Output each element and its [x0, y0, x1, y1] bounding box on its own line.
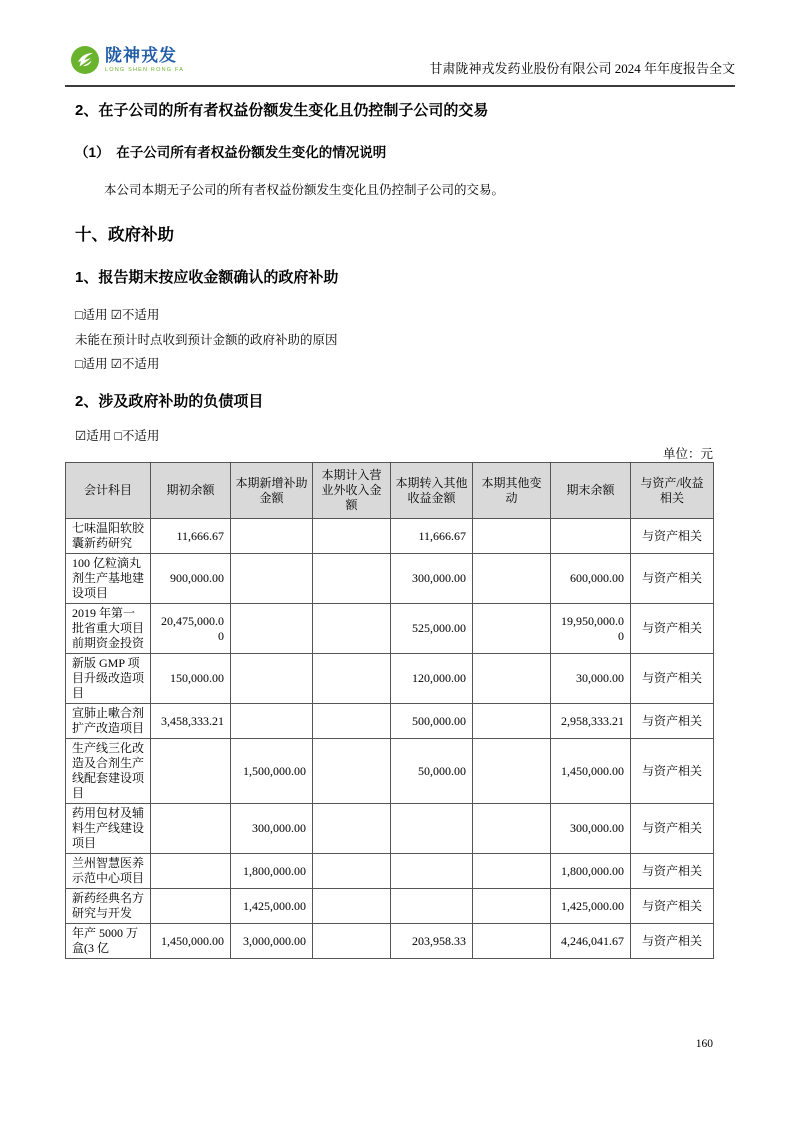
cell-related: 与资产相关 — [631, 804, 714, 854]
cell-otherchg — [473, 804, 551, 854]
col-header-asset-income-related: 与资产/收益相关 — [631, 463, 714, 519]
cell-related: 与资产相关 — [631, 924, 714, 959]
cell-otherincome: 203,958.33 — [391, 924, 473, 959]
header-divider — [65, 85, 735, 87]
table-header-row — [66, 463, 714, 519]
cell-otherincome: 525,000.00 — [391, 604, 473, 654]
table-row — [66, 604, 714, 654]
cell-account: 新药经典名方研究与开发 — [66, 889, 151, 924]
cell-account: 宣肺止嗽合剂扩产改造项目 — [66, 704, 151, 739]
cell-nonop — [313, 704, 391, 739]
cell-new: 1,425,000.00 — [231, 889, 313, 924]
table-row — [66, 924, 714, 959]
cell-otherchg — [473, 519, 551, 554]
cell-new: 1,500,000.00 — [231, 739, 313, 804]
cell-otherchg — [473, 704, 551, 739]
table-row — [66, 554, 714, 604]
cell-nonop — [313, 604, 391, 654]
cell-opening: 900,000.00 — [151, 554, 231, 604]
cell-account: 兰州智慧医养示范中心项目 — [66, 854, 151, 889]
cell-related: 与资产相关 — [631, 704, 714, 739]
report-header-title: 甘肃陇神戎发药业股份有限公司 2024 年年度报告全文 — [429, 61, 735, 76]
cell-otherincome: 11,666.67 — [391, 519, 473, 554]
logo-en-text: LONG SHEN RONG FA — [105, 67, 185, 73]
heading-subsidy-liability: 2、涉及政府补助的负债项目 — [75, 393, 264, 410]
cell-nonop — [313, 554, 391, 604]
heading-equity-change: 2、在子公司的所有者权益份额发生变化且仍控制子公司的交易 — [75, 102, 489, 119]
cell-related: 与资产相关 — [631, 889, 714, 924]
cell-new: 3,000,000.00 — [231, 924, 313, 959]
cell-nonop — [313, 924, 391, 959]
cell-closing: 1,450,000.00 — [551, 739, 631, 804]
cell-related: 与资产相关 — [631, 519, 714, 554]
table-row — [66, 704, 714, 739]
cell-otherchg — [473, 604, 551, 654]
cell-new — [231, 704, 313, 739]
cell-opening: 11,666.67 — [151, 519, 231, 554]
cell-closing: 4,246,041.67 — [551, 924, 631, 959]
heading-equity-change-sub: （1） 在子公司所有者权益份额发生变化的情况说明 — [75, 145, 387, 160]
cell-nonop — [313, 519, 391, 554]
cell-closing: 2,958,333.21 — [551, 704, 631, 739]
cell-opening: 150,000.00 — [151, 654, 231, 704]
col-header-new-subsidy: 本期新增补助金额 — [231, 463, 313, 519]
cell-otherchg — [473, 654, 551, 704]
cell-account: 100 亿粒滴丸剂生产基地建设项目 — [66, 554, 151, 604]
cell-opening — [151, 854, 231, 889]
col-header-other-changes: 本期其他变动 — [473, 463, 551, 519]
cell-new: 1,800,000.00 — [231, 854, 313, 889]
cell-opening — [151, 889, 231, 924]
applicable-checkbox-line-2: □适用 ☑不适用 — [75, 357, 160, 371]
table-row — [66, 739, 714, 804]
cell-related: 与资产相关 — [631, 604, 714, 654]
heading-subsidy-receivable: 1、报告期末按应收金额确认的政府补助 — [75, 269, 339, 286]
cell-opening — [151, 739, 231, 804]
cell-otherchg — [473, 854, 551, 889]
table-row — [66, 889, 714, 924]
cell-account: 2019 年第一批省重大项目前期资金投资 — [66, 604, 151, 654]
cell-otherchg — [473, 554, 551, 604]
cell-new — [231, 554, 313, 604]
col-header-opening-balance: 期初余额 — [151, 463, 231, 519]
col-header-nonoperating-income: 本期计入营业外收入金额 — [313, 463, 391, 519]
cell-account: 年产 5000 万盒(3 亿 — [66, 924, 151, 959]
cell-closing: 1,800,000.00 — [551, 854, 631, 889]
cell-related: 与资产相关 — [631, 554, 714, 604]
cell-opening — [151, 804, 231, 854]
cell-related: 与资产相关 — [631, 654, 714, 704]
cell-otherincome: 50,000.00 — [391, 739, 473, 804]
cell-otherincome: 300,000.00 — [391, 554, 473, 604]
cell-closing: 1,425,000.00 — [551, 889, 631, 924]
cell-closing: 300,000.00 — [551, 804, 631, 854]
col-header-account: 会计科目 — [66, 463, 151, 519]
table-row — [66, 854, 714, 889]
col-header-closing-balance: 期末余额 — [551, 463, 631, 519]
cell-otherincome — [391, 804, 473, 854]
cell-nonop — [313, 889, 391, 924]
cell-closing: 30,000.00 — [551, 654, 631, 704]
applicable-checkbox-line-1: □适用 ☑不适用 — [75, 308, 160, 322]
cell-account: 生产线三化改造及合剂生产线配套建设项目 — [66, 739, 151, 804]
cell-otherchg — [473, 739, 551, 804]
cell-related: 与资产相关 — [631, 854, 714, 889]
equity-change-body: 本公司本期无子公司的所有者权益份额发生变化且仍控制子公司的交易。 — [104, 183, 505, 197]
cell-nonop — [313, 739, 391, 804]
cell-new — [231, 519, 313, 554]
table-row — [66, 654, 714, 704]
cell-otherincome: 120,000.00 — [391, 654, 473, 704]
cell-account: 药用包材及辅料生产线建设项目 — [66, 804, 151, 854]
cell-otherchg — [473, 924, 551, 959]
cell-new — [231, 604, 313, 654]
cell-otherincome — [391, 889, 473, 924]
heading-government-subsidy: 十、政府补助 — [75, 226, 174, 244]
cell-account: 新版 GMP 项目升级改造项目 — [66, 654, 151, 704]
subsidy-liability-table — [65, 462, 714, 959]
cell-otherchg — [473, 889, 551, 924]
cell-closing — [551, 519, 631, 554]
subsidy-reason-line: 未能在预计时点收到预计金额的政府补助的原因 — [75, 333, 338, 347]
cell-account: 七味温阳软胶囊新药研究 — [66, 519, 151, 554]
cell-nonop — [313, 854, 391, 889]
col-header-other-income: 本期转入其他收益金额 — [391, 463, 473, 519]
table-row — [66, 519, 714, 554]
cell-otherincome — [391, 854, 473, 889]
cell-nonop — [313, 654, 391, 704]
cell-opening: 3,458,333.21 — [151, 704, 231, 739]
applicable-checkbox-line-3: ☑适用 □不适用 — [75, 429, 160, 443]
cell-new: 300,000.00 — [231, 804, 313, 854]
cell-closing: 19,950,000.00 — [551, 604, 631, 654]
table-row — [66, 804, 714, 854]
logo-cn-text: 陇神戎发 — [105, 46, 177, 65]
cell-nonop — [313, 804, 391, 854]
unit-label: 单位：元 — [662, 447, 713, 461]
cell-new — [231, 654, 313, 704]
cell-related: 与资产相关 — [631, 739, 714, 804]
cell-closing: 600,000.00 — [551, 554, 631, 604]
page-number: 160 — [695, 1038, 713, 1050]
cell-otherincome: 500,000.00 — [391, 704, 473, 739]
cell-opening: 20,475,000.00 — [151, 604, 231, 654]
cell-opening: 1,450,000.00 — [151, 924, 231, 959]
